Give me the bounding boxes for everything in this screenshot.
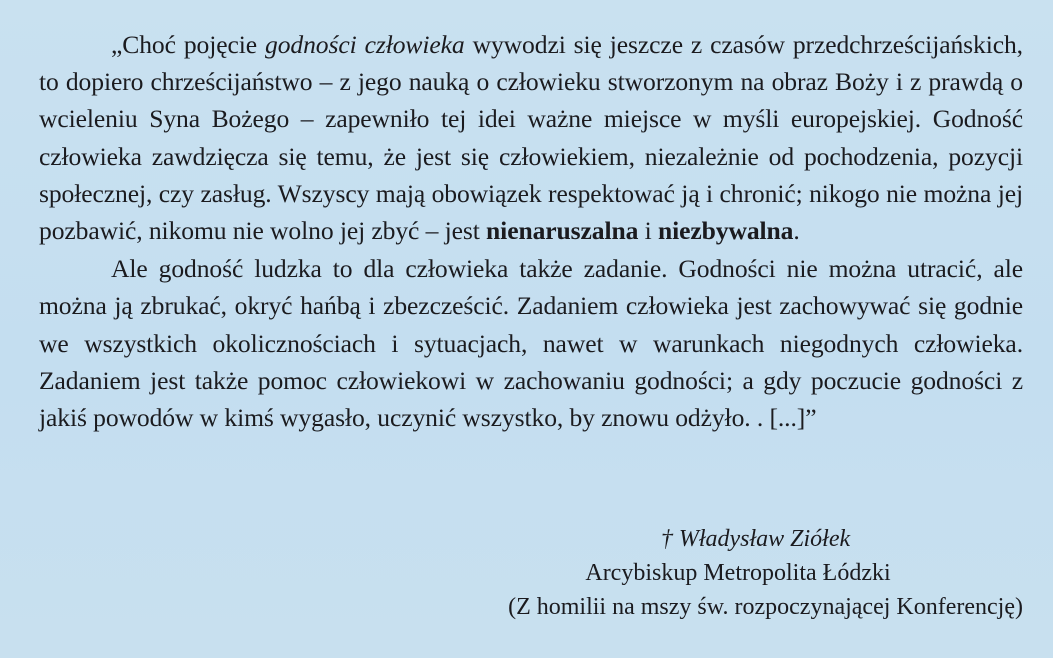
quote-period: . (793, 216, 800, 246)
signature-name: † Władysław Ziółek (660, 526, 851, 552)
quote-paragraph-1 (39, 26, 1023, 249)
quote-bold-inviolable: nienaruszalna (486, 216, 639, 246)
quote-bold-inalienable: niezbywalna (657, 216, 794, 246)
quote-opening: „Choć pojęcie (111, 30, 266, 59)
signature-title: Arcybiskup Metropolita Łódzki (585, 560, 891, 586)
quote-paragraph-2: Ale godność ludzka to dla człowieka także zadanie. Godności nie można utracić, ale można ją zbrukać, okryć hańbą i zbezcześcić. Zadaniem człowieka jest zachowywać się godnie we wszystkich okolicznościach i sytuacjach, nawet w warunkach niegodnych człowieka. Zadaniem jest także pomoc człowiekowi w zachowaniu godności; a gdy poczucie godności z jakiś powodów w kimś wygasło, uczynić wszystko, by znowu odżyło. . [...]” (39, 254, 1023, 433)
quote-block (39, 26, 1023, 436)
quote-body: wywodzi się jeszcze z czasów przedchrześcijańskich, to dopiero chrześcijaństwo – z jego nauką o człowieku stworzonym na obraz Boży i z prawdą o wcieleniu Syna Bożego – zapewniło tej idei ważne miejsce w myśli europejskiej. Godność człowieka zawdzięcza się temu, że jest się człowiekiem, niezależnie od pochodzenia, pozycji społecznej, czy zasług. Wszyscy mają obowiązek respektować ją i chronić; nikogo nie można jej pozbawić, nikomu nie wolno jej zbyć – jest (39, 30, 1023, 246)
quote-conjunction: i (638, 216, 658, 246)
signature-source: (Z homilii na mszy św. rozpoczynającej Konferencję) (508, 594, 1023, 620)
quote-emphasis: godności człowieka (265, 30, 465, 59)
signature-block (383, 522, 1023, 624)
